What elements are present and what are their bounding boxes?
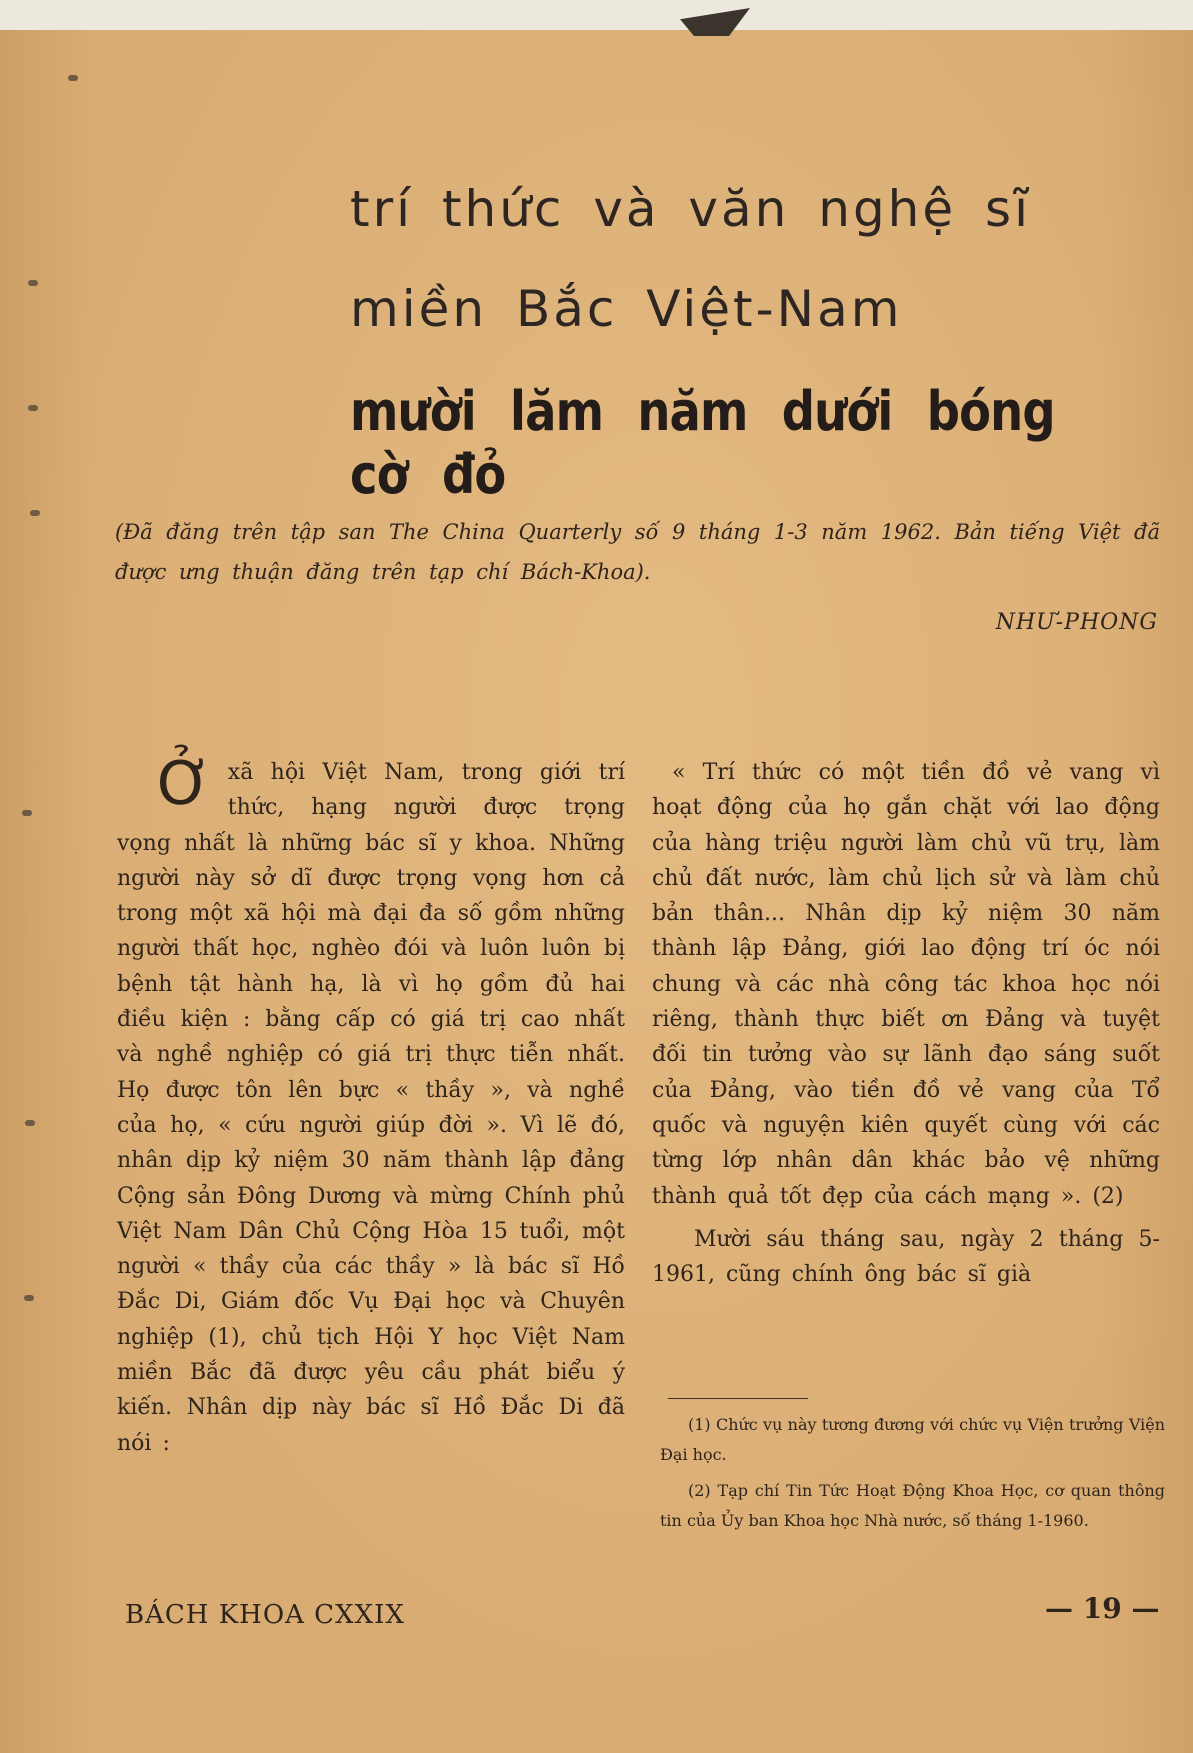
drop-cap: Ở <box>157 749 212 819</box>
magazine-page <box>0 30 1193 1753</box>
left-column-text: xã hội Việt Nam, trong giới trí thức, hạng người được trọng vọng nhất là những bác sĩ y khoa. Những người này sở dĩ được trọng vọng hơn cả trong một xã hội mà đại đa số gồm những người thất học, nghèo đói và luôn luôn bị bệnh tật hành hạ, là vì họ gồm đủ hai điều kiện : bằng cấp có giá trị cao nhất và nghề nghiệp có giá trị thực tiễn nhất. Họ được tôn lên bực « thầy », và nghề của họ, « cứu người giúp đời ». Vì lẽ đó, nhân dịp kỷ niệm 30 năm thành lập đảng Cộng sản Đông Dương và mừng Chính phủ Việt Nam Dân Chủ Cộng Hòa 15 tuổi, một người « thầy của các thầy » là bác sĩ Hồ Đắc Di, Giám đốc Vụ Đại học và Chuyên nghiệp (1), chủ tịch Hội Y học Việt Nam miền Bắc đã được yêu cầu phát biểu ý kiến. Nhân dịp này bác sĩ Hồ Đắc Di đã nói : <box>117 760 625 1456</box>
right-column <box>652 755 1160 1292</box>
quote-paragraph: « Trí thức có một tiền đồ vẻ vang vì hoạt động của họ gắn chặt với lao động của hàng triệu người làm chủ vũ trụ, làm chủ đất nước, làm chủ lịch sử và làm chủ bản thân... Nhân dịp kỷ niệm 30 năm thành lập Đảng, giới lao động trí óc nói chung và các nhà công tác khoa học nói riêng, thành thực biết ơn Đảng và tuyệt đối tin tưởng vào sự lãnh đạo sáng suốt của Đảng, vào tiền đồ vẻ vang của Tổ quốc và nguyện kiên quyết cùng với các từng lớp nhân dân khác bảo vệ những thành quả tốt đẹp của cách mạng ». (2) <box>652 760 1160 1209</box>
scan-top-margin <box>0 0 1193 30</box>
title-line-1: trí thức và văn nghệ sĩ <box>350 180 1031 238</box>
intro-note: (Đã đăng trên tập san The China Quarterly số 9 tháng 1-3 năm 1962. Bản tiếng Việt đã được ưng thuận đăng trên tạp chí Bách-Khoa). <box>115 520 1160 584</box>
page-number: — 19 — <box>1045 1592 1160 1625</box>
footnotes <box>660 1410 1165 1542</box>
footnote-1: (1) Chức vụ này tương đương với chức vụ Viện trưởng Viện Đại học. <box>660 1415 1165 1464</box>
footnote-divider <box>668 1398 808 1399</box>
footnote-2: (2) Tạp chí Tin Tức Hoạt Động Khoa Học, cơ quan thông tin của Ủy ban Khoa học Nhà nước, số tháng 1-1960. <box>660 1481 1165 1530</box>
title-line-3: mười lăm năm dưới bóng cờ đỏ <box>350 380 1055 506</box>
continuation-paragraph: Mười sáu tháng sau, ngày 2 tháng 5-1961, cũng chính ông bác sĩ già <box>652 1226 1160 1288</box>
left-column <box>117 749 625 1461</box>
title-line-2: miền Bắc Việt-Nam <box>350 280 903 338</box>
author-name: NHƯ-PHONG <box>995 610 1158 635</box>
publication-name: BÁCH KHOA CXXIX <box>125 1600 405 1630</box>
